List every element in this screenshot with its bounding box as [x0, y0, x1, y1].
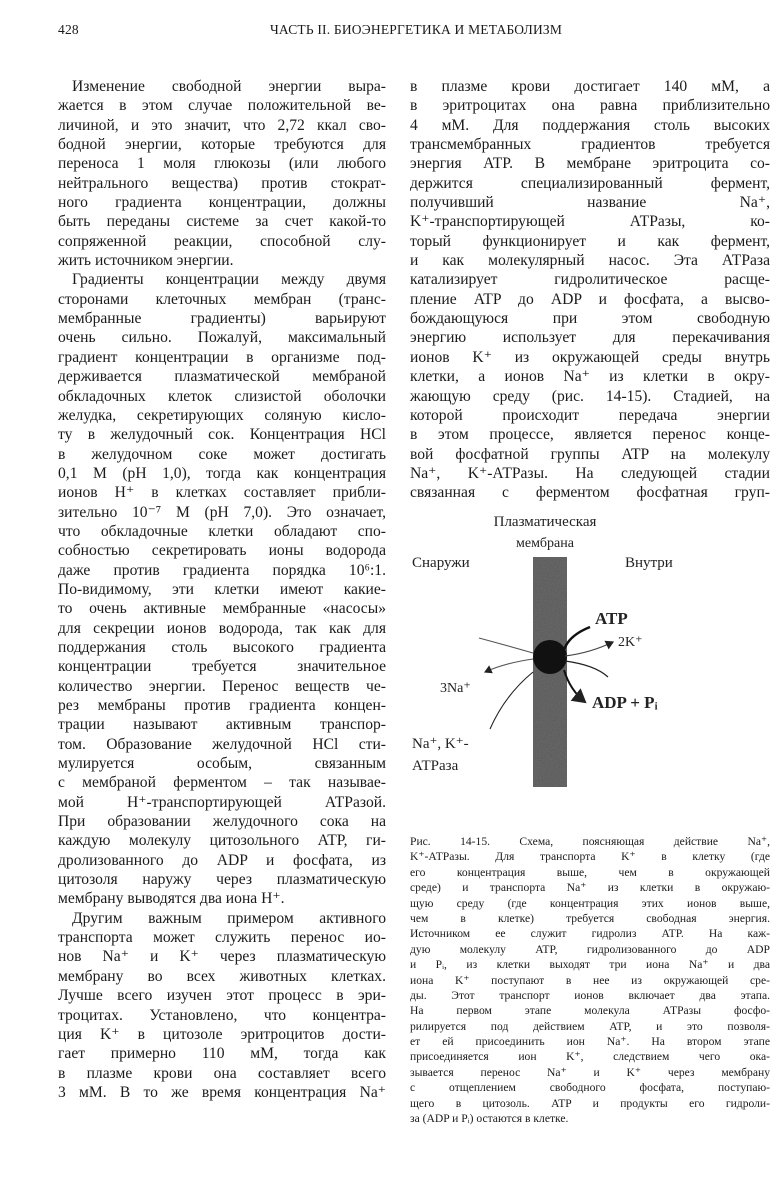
text-line: которой происходит передача энергии — [410, 406, 770, 424]
text-line: мембрану во всех животных клетках. — [58, 967, 386, 985]
text-line: зительно 10⁻⁷ M (pH 7,0). Это означает, — [58, 503, 386, 521]
text-line: собностью секретировать ионы водорода — [58, 542, 386, 560]
text-line: торый функционирует и как фермент, — [410, 232, 770, 250]
caption-line: иона K⁺ поступают в нее из окружающей сре- — [410, 973, 770, 987]
page-number: 428 — [58, 22, 79, 37]
text-line: цитозоля наружу через плазматическую — [58, 871, 386, 889]
caption-line: его концентрация выше, чем в окружающей — [410, 865, 770, 879]
caption-line: Рис. 14-15. Схема, поясняющая действие Na⁺, — [410, 835, 770, 848]
caption-line: и Pᵢ, из клетки выходят три иона Na⁺ и два — [410, 958, 770, 972]
text-line: в этом процессе, является перенос конце- — [410, 426, 770, 444]
text-line: получивший название Na⁺, — [410, 194, 770, 212]
text-line: вой фосфатной группы ATP на молекулу — [410, 445, 770, 463]
text-line: мембрану выводятся два иона H⁺. — [58, 890, 285, 908]
text-line: жается в этом случае положительной ве- — [58, 97, 386, 115]
text-line: концентрации требуется значительное — [58, 658, 386, 676]
text-line: для секреции ионов водорода, так как для — [58, 619, 386, 637]
products-label: ADP + Pᵢ — [592, 693, 658, 712]
text-line: том. Образование желудочной HCl сти- — [58, 735, 386, 753]
text-line: переноса 1 моля глюкозы (или любого — [58, 155, 386, 173]
text-line: Лучше всего изучен этот процесс в эри- — [58, 987, 386, 1005]
text-line: Na⁺, K⁺-АТРазы. На следующей стадии — [410, 464, 770, 482]
running-title: ЧАСТЬ II. БИОЭНЕРГЕТИКА И МЕТАБОЛИЗМ — [269, 22, 563, 37]
na-out-arrow — [485, 659, 533, 672]
text-line: то очень активные мембранные «насосы» — [58, 600, 386, 618]
caption-line: ды. Этот транспорт ионов включает два этапа. — [410, 988, 770, 1002]
text-line: ионов H⁺ в клетках составляет прибли- — [58, 484, 386, 502]
na-label: 3Na⁺ — [440, 681, 471, 696]
text-line: энергию использует для перекачивания — [410, 329, 770, 347]
caption-line: щего в цитозоль. ATP и продукты его гидроли- — [410, 1096, 770, 1110]
text-line: градиент концентрации в организме под- — [58, 348, 386, 366]
text-line: При образовании желудочного сока на — [58, 813, 386, 831]
text-line: 4 мМ. Для поддержания столь высоких — [410, 116, 770, 134]
products-arrow — [564, 670, 585, 702]
k-label: 2K⁺ — [618, 635, 643, 650]
text-line: пление ATP до ADP и фосфата, а высво- — [410, 290, 770, 308]
caption-line: зывается перенос Na⁺ и K⁺ через мембрану — [410, 1065, 770, 1079]
membrane-label-2: мембрана — [516, 536, 574, 551]
text-line: гает примерно 110 мМ, тогда как — [58, 1045, 386, 1063]
enzyme-pointer — [490, 672, 533, 729]
left-column — [58, 77, 386, 1102]
enzyme-label-2: АТРаза — [412, 758, 459, 774]
figure-caption — [410, 834, 770, 1126]
text-line: поддержания столь высокого градиента — [58, 638, 386, 656]
text-line: ту в желудочный сок. Концентрация HCl — [58, 426, 386, 444]
text-line: бождающуюся при этом свободную — [410, 310, 770, 328]
text-line: рез мембраны против градиента концен- — [58, 697, 386, 714]
text-line: держивается плазматической мембраной — [58, 368, 386, 386]
text-line: трации называют активным транспор- — [58, 716, 386, 734]
caption-line: дую молекулу ATP, гидролизованного до ADP — [410, 942, 770, 956]
text-line: и как молекулярный насос. Эта АТРаза — [410, 252, 770, 270]
membrane-label: Плазматическая — [493, 514, 597, 530]
text-line: ного градиента концентрации, должны — [58, 194, 386, 212]
caption-line: присоединяется ион K⁺, следствием чего ока- — [410, 1050, 770, 1064]
text-line: связанная с ферментом фосфатная груп- — [410, 484, 770, 502]
text-line: мулируется особым, связанным — [58, 755, 386, 773]
text-line: 0,1 M (pH 1,0), тогда как концентрация — [58, 464, 386, 482]
text-line: личиной, и это значит, что 2,72 ккал сво- — [58, 116, 386, 134]
text-line: катализирует гидролитическое расще- — [410, 271, 770, 289]
outside-label: Снаружи — [412, 555, 470, 571]
caption-line: чем в клетке) требуется свободная энергия. — [410, 911, 770, 925]
text-line: троцитах. Установлено, что концентра- — [58, 1006, 386, 1024]
text-line: клетки, а ионов Na⁺ из клетки в окру- — [410, 368, 770, 386]
text-line: Другим важным примером активного — [72, 909, 386, 927]
right-column — [410, 77, 770, 503]
text-line: дролизованного до ADP и фосфата, из — [58, 851, 386, 869]
caption-line: за (ADP и Pᵢ) остаются в клетке. — [410, 1112, 569, 1126]
text-line: бодной энергии, которые требуются для — [58, 136, 386, 154]
enzyme-label: Na⁺, K⁺- — [412, 736, 469, 752]
text-line: жить источником энергии. — [58, 252, 234, 270]
caption-line: щую среду (где концентрация этих ионов выше, — [410, 896, 770, 910]
text-line: в желудочном соке может достигать — [58, 445, 386, 463]
caption-line: рилируется под действием ATP, и это позволя- — [410, 1019, 770, 1033]
text-line: мембранные градиенты) варьируют — [58, 310, 386, 328]
inside-label: Внутри — [625, 555, 673, 571]
text-line: обкладочных клеток слизистой оболочки — [58, 387, 386, 405]
figure-14-15-na-k-atpase — [405, 505, 775, 805]
caption-line: K⁺-АТРазы. Для транспорта K⁺ в клетку (где — [410, 850, 770, 864]
atpase-enzyme — [533, 640, 567, 674]
k-in-arrow — [565, 642, 613, 656]
text-line: нов Na⁺ и K⁺ через плазматическую — [58, 948, 386, 966]
text-line: нейтрального вещества) против стократ- — [58, 174, 386, 192]
text-line: ионов K⁺ из окружающей среды внутрь — [410, 348, 770, 366]
text-line: энергия ATP. В мембране эритроцита со- — [410, 155, 770, 173]
text-line: сопряженной реакции, способной слу- — [58, 232, 386, 250]
na-binding-line — [479, 638, 533, 653]
text-line: держится специализированный фермент, — [410, 174, 770, 192]
text-line: транспорта может служить перенос ио- — [58, 929, 386, 947]
text-line: Изменение свободной энергии выра- — [72, 78, 386, 95]
text-line: жающую среду (рис. 14-15). Стадией, на — [410, 387, 770, 405]
caption-line: с отщеплением свободного фосфата, поступаю- — [410, 1081, 770, 1095]
k-binding-line — [565, 661, 608, 677]
text-line: трансмембранных градиентов требуется — [410, 136, 770, 154]
caption-line: среде) и транспорта Na⁺ из клетки в окружаю- — [410, 881, 770, 895]
text-line: K⁺-транспортирующей АТРазы, ко- — [410, 213, 770, 231]
text-line: желудка, секретирующих соляную кисло- — [58, 406, 386, 424]
atp-label: ATP — [595, 609, 628, 628]
text-line: в плазме крови достигает 140 мМ, а — [410, 78, 770, 95]
text-line: в эритроцитах она равна приблизительно — [410, 97, 770, 115]
caption-line: На первом этапе молекула АТРазы фосфо- — [410, 1004, 770, 1018]
text-line: количество энергии. Перенос веществ че- — [58, 677, 386, 695]
text-line: с мембраной ферментом – так называе- — [58, 774, 386, 792]
text-line: даже против градиента порядка 10⁶:1. — [58, 561, 386, 579]
caption-line: ет ей присоединить ион Na⁺. На втором этапе — [410, 1035, 770, 1049]
text-line: ция K⁺ в цитозоле эритроцитов дости- — [58, 1025, 386, 1043]
text-line: 3 мМ. В то же время концентрация Na⁺ — [58, 1083, 386, 1101]
atp-arrow — [563, 627, 590, 655]
text-line: что обкладочные клетки обладают спо- — [58, 522, 386, 540]
text-line: быть переданы системе за счет какой-то — [58, 213, 386, 231]
caption-line: Источником ее служит гидролиз ATP. На каж- — [410, 927, 770, 941]
text-line: каждую молекулу цитозольного ATP, ги- — [58, 832, 386, 850]
text-line: сторонами клеточных мембран (транс- — [58, 290, 386, 308]
text-line: Градиенты концентрации между двумя — [72, 271, 386, 289]
text-line: очень сильно. Пожалуй, максимальный — [58, 329, 386, 347]
text-line: По-видимому, эти клетки имеют какие- — [58, 580, 386, 598]
text-line: мой H⁺-транспортирующей АТРазой. — [58, 793, 386, 811]
text-line: в плазме крови она составляет всего — [58, 1064, 386, 1082]
